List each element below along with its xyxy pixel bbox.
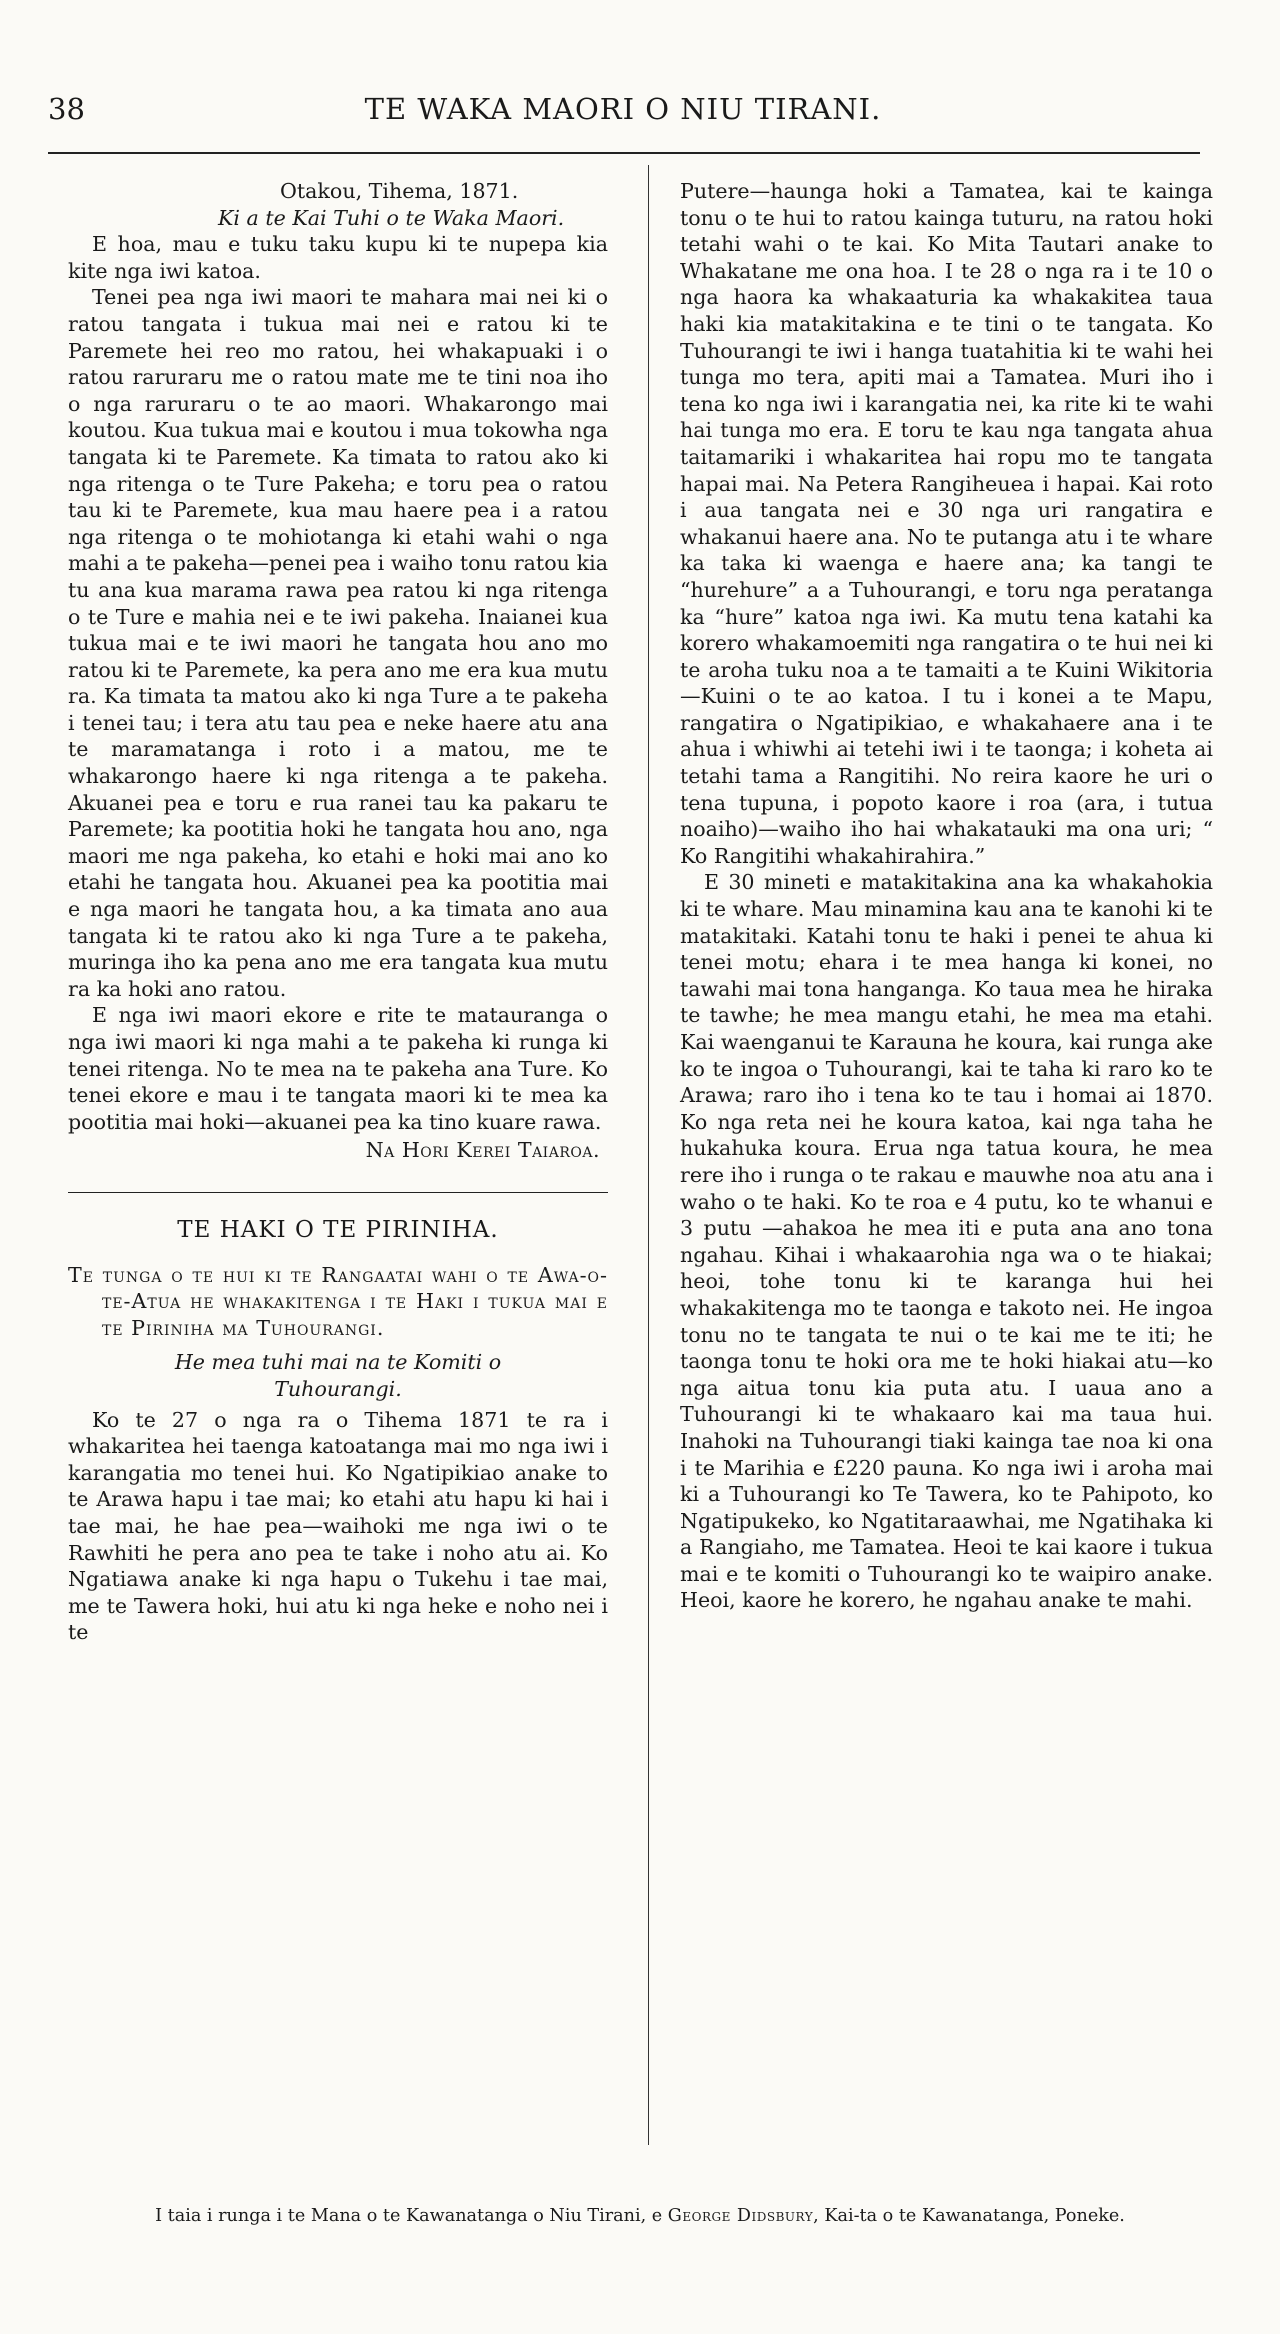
running-title: TE WAKA MAORI O NIU TIRANI. xyxy=(364,92,882,126)
article-body-right: Putere—haunga hoki a Tamatea, kai te kainga tonu o te hui to ratou kainga tuturu, na ratou hoki tetahi wahi o te kai. Ko Mita Tautari anake to Whakatane me ona hoa. I te 28 o nga ra i te 10 o nga haora ka whakaaturia ka whakakitea taua haki kia matakitakina e te tini o te tangata. Ko Tuhourangi te iwi i hanga tuatahitia ki te wahi hei tunga mo tera, apiti mai a Tamatea. Muri iho i tena ko nga iwi i karangatia nei, ka rite ki te wahi hai tunga mo era. E toru te kau nga tangata ahua taitamariki i whakaritea hai ropu mo te tangata hapai mai. Na Petera Rangiheuea i hapai. Kai roto i aua tangata nei e 30 nga uri rangatira e whakanui haere ana. No te putanga atu i te whare ka taka ki waenga e haere ana; ka tangi te “hurehure” a a Tuhourangi, e toru nga peratanga ka “hure” katoa nga iwi. Ka mutu tena katahi ka korero whakamoemiti nga rangatira o te hui nei ki te aroha tuku noa a te tamaiti a te Kuini Wikitoria—Kuini o te ao katoa. I tu i konei a te Mapu, rangatira o Ngatipikiao, e whakahaere ana i te ahua i whiwhi ai tetehi iwi i te taonga; i koheta ai tetahi tama a Rangitihi. No reira kaore he uri o tena tupuna, i popoto kaore i roa (ara, i tutua noaiho)—waiho iho hai whakatauki ma ona uri; “ Ko Rangitihi whakahirahira.” xyxy=(680,179,1213,868)
left-column xyxy=(68,178,608,1646)
article-body-left: Ko te 27 o nga ra o Tihema 1871 te ra i whakaritea hei taenga katoatanga mai mo nga iwi i karangatia mo tenei hui. Ko Ngatipikiao anake to te Arawa hapu i tae mai; ko etahi atu hapu ki hai i tae mai, he hae pea—waihoki me nga iwi o te Rawhiti he pera ano pea te take i noho atu ai. Ko Ngatiawa anake ki nga hapu o Tukehu i tae mai, me te Tawera hoki, hui atu ki nga heke e noho nei i te xyxy=(68,1407,608,1645)
header-rule xyxy=(48,152,1200,154)
imprint-suffix: , Kai-ta o te Kawanatanga, Poneke. xyxy=(813,2206,1125,2226)
letter-salutation: Ki a te Kai Tuhi o te Waka Maori. xyxy=(218,205,565,230)
imprint-printer: George Didsbury xyxy=(667,2206,814,2226)
letter-dateline: Otakou, Tihema, 1871. xyxy=(280,179,519,203)
letter-signature: Na Hori Kerei Taiaroa. xyxy=(365,1138,600,1163)
letter-paragraph: E hoa, mau e tuku taku kupu ki te nupepa kia kite nga iwi katoa. xyxy=(68,232,608,283)
imprint-prefix: I taia i runga i te Mana o te Kawanatanga o Niu Tirani, e xyxy=(155,2206,668,2226)
article-subtitle: Te tunga o te hui ki te Rangaatai wahi o te Awa-o-te-Atua he whakakitenga i te Haki i tukua mai e te Piriniha ma Tuhourangi. xyxy=(68,1262,608,1340)
column-divider xyxy=(648,165,649,2145)
article-body-right: E 30 mineti e matakitakina ana ka whakahokia ki te whare. Mau minamina kau ana te kanohi ki te matakitaki. Katahi tonu te haki i penei te ahua ki tenei motu; ehara i te mea hanga ki konei, no tawahi mai tona hanganga. Ko taua mea he hiraka te tawhe; he mea mangu etahi, he mea ma etahi. Kai waenganui te Karauna he koura, kai runga ake ko te ingoa o Tuhourangi, kai te taha ki raro ko te Arawa; raro iho i tena ko te tau i homai ai 1870. Ko nga reta nei he koura katoa, kai nga taha he hukahuka koura. Erua nga tatua koura, he mea rere iho i runga o te rakau e mauwhe noa atu ana i waho o te haki. Ko te roa e 4 putu, ko te whanui e 3 putu —ahakoa he mea iti e puta ana ano tona ngahau. Kihai i whakaarohia nga wa o te hiakai; heoi, tohe tonu ki te karanga hui hei whakakitenga mo te taonga e takoto nei. He ingoa tonu no te tangata te nui o te kai me te iti; he taonga tonu te hoki ora me te hoki hiakai atu—ko nga aitua tonu kia puta atu. I uaua ano a Tuhourangi ki te whakaaro kai ma taua hui. Inahoki na Tuhourangi tiaki kainga tae noa ki ona i te Marihia e £220 pauna. Ko nga iwi i aroha mai ki a Tuhourangi ko Te Tawera, ko te Pahipoto, ko Ngatipukeko, ko Ngatitaraawhai, me Ngatihaka ki a Rangiaho, me Tamatea. Heoi te kai kaore i tukua mai e te komiti o Tuhourangi ko te waipiro anake. Heoi, kaore he korero, he ngahau anake te mahi. xyxy=(680,870,1213,1613)
section-separator xyxy=(68,1192,608,1193)
article-byline: He mea tuhi mai na te Komiti o Tuhourangi. xyxy=(174,1350,502,1401)
imprint-footer xyxy=(80,2204,1200,2228)
article-title: TE HAKI O TE PIRINIHA. xyxy=(177,1216,499,1243)
page-number: 38 xyxy=(48,92,85,126)
letter-paragraph: Tenei pea nga iwi maori te mahara mai nei ki o ratou tangata i tukua mai nei e ratou ki te Paremete hei reo mo ratou, hei whakapuaki i o ratou raruraru me o ratou mate me te tini noa iho o nga raruraru o te ao maori. Whakarongo mai koutou. Kua tukua mai e koutou i mua tokowha nga tangata ki te Paremete. Ka timata to ratou ako ki nga ritenga o te Ture Pakeha; e toru pea o ratou tau ki te Paremete, kua mau haere pea i a ratou nga ritenga o te mohiotanga ki etahi wahi o nga mahi a te pakeha—penei pea i waiho tonu ratou kia tu ana kua marama rawa pea ratou ki nga ritenga o te Ture e mahia nei e te iwi pakeha. Inaianei kua tukua mai e te iwi maori he tangata hou ano mo ratou ki te Paremete, ka pera ano me era kua mutu ra. Ka timata ta matou ako ki nga Ture a te pakeha i tenei tau; i tera atu tau pea e neke haere atu ana te maramatanga i roto i a matou, me te whakarongo haere ki nga ritenga a te pakeha. Akuanei pea e toru e rua ranei tau ka pakaru te Paremete; ka pootitia hoki he tangata hou ano, nga maori me nga pakeha, ko etahi e hoki mai ano ko etahi he tangata hou. Akuanei pea ka pootitia mai e nga maori he tangata hou, a ka timata ano aua tangata ki te ratou ako ki nga Ture a te pakeha, muringa iho ka pena ano me era tangata kua mutu ra ka hoki ano ratou. xyxy=(68,285,608,1001)
right-column xyxy=(680,178,1213,1614)
page-header xyxy=(48,92,1198,132)
letter-paragraph: E nga iwi maori ekore e rite te matauranga o nga iwi maori ki nga mahi a te pakeha ki runga ki tenei ritenga. No te mea na te pakeha ana Ture. Ko tenei ekore e mau i te tangata maori ki te mea ka pootitia mai hoki—akuanei pea ka tino kuare rawa. xyxy=(68,1003,608,1134)
